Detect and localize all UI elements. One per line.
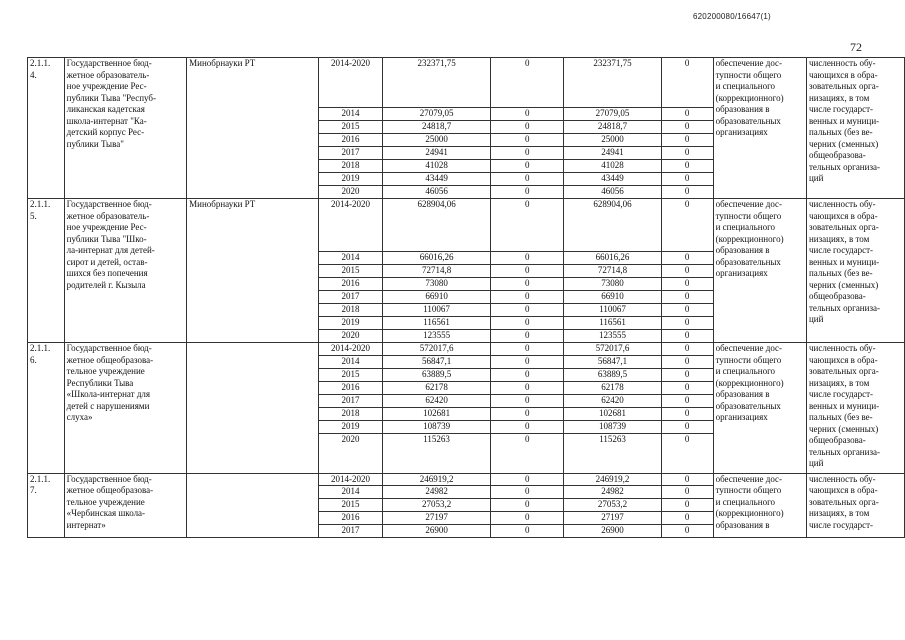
total-amount-cell: 72714,8	[382, 265, 490, 278]
period-cell: 2014	[319, 486, 383, 499]
republic-amount-cell: 63889,5	[564, 368, 661, 381]
goal-description: обеспечение дос- тупности общего и специального (коррекционного) образования в образовательных организациях	[713, 58, 806, 199]
republic-amount-cell: 56847,1	[564, 355, 661, 368]
republic-amount-cell: 232371,75	[564, 58, 661, 108]
republic-amount-cell: 62420	[564, 394, 661, 407]
total-amount-cell: 232371,75	[382, 58, 490, 108]
republic-amount-cell: 24941	[564, 147, 661, 160]
federal-amount-cell: 0	[491, 499, 564, 512]
federal-amount-cell: 0	[491, 407, 564, 420]
period-cell: 2019	[319, 317, 383, 330]
table-row	[28, 199, 905, 252]
federal-amount-cell: 0	[491, 343, 564, 356]
item-code: 2.1.1. 7.	[28, 473, 65, 538]
table-body	[28, 58, 905, 538]
period-cell: 2014-2020	[319, 343, 383, 356]
other-amount-cell: 0	[661, 368, 713, 381]
other-amount-cell: 0	[661, 525, 713, 538]
federal-amount-cell: 0	[491, 368, 564, 381]
indicator-description: численность обу- чающихся в обра- зовательных орга- низациях, в том числе государст- венных и муници- пальных (без ве- черних (сменных) общеобразова- тельных организа- ций	[806, 58, 904, 199]
total-amount-cell: 27053,2	[382, 499, 490, 512]
other-amount-cell: 0	[661, 304, 713, 317]
federal-amount-cell: 0	[491, 420, 564, 433]
period-cell: 2016	[319, 278, 383, 291]
total-amount-cell: 123555	[382, 330, 490, 343]
item-code: 2.1.1. 4.	[28, 58, 65, 199]
total-amount-cell: 25000	[382, 134, 490, 147]
other-amount-cell: 0	[661, 173, 713, 186]
republic-amount-cell: 46056	[564, 186, 661, 199]
other-amount-cell: 0	[661, 420, 713, 433]
period-cell: 2014	[319, 252, 383, 265]
period-cell: 2015	[319, 265, 383, 278]
period-cell: 2014-2020	[319, 199, 383, 252]
organization-name: Государственное бюд- жетное образователь- ное учреждение Рес- публики Тыва "Шко- ла-интернат для детей- сирот и детей, остав- шихся без попечения родителей г. Кызыла	[64, 199, 186, 343]
republic-amount-cell: 66016,26	[564, 252, 661, 265]
total-amount-cell: 24818,7	[382, 121, 490, 134]
total-amount-cell: 116561	[382, 317, 490, 330]
federal-amount-cell: 0	[491, 252, 564, 265]
budget-table	[27, 57, 905, 538]
period-cell: 2014-2020	[319, 58, 383, 108]
other-amount-cell: 0	[661, 512, 713, 525]
other-amount-cell: 0	[661, 134, 713, 147]
republic-amount-cell: 110067	[564, 304, 661, 317]
republic-amount-cell: 628904,06	[564, 199, 661, 252]
total-amount-cell: 26900	[382, 525, 490, 538]
total-amount-cell: 246919,2	[382, 473, 490, 486]
federal-amount-cell: 0	[491, 291, 564, 304]
item-code: 2.1.1. 5.	[28, 199, 65, 343]
goal-description: обеспечение дос- тупности общего и специального (коррекционного) образования в образовательных организациях	[713, 343, 806, 474]
republic-amount-cell: 25000	[564, 134, 661, 147]
federal-amount-cell: 0	[491, 147, 564, 160]
republic-amount-cell: 572017,6	[564, 343, 661, 356]
period-cell: 2020	[319, 186, 383, 199]
total-amount-cell: 628904,06	[382, 199, 490, 252]
item-code: 2.1.1. 6.	[28, 343, 65, 474]
republic-amount-cell: 66910	[564, 291, 661, 304]
period-cell: 2018	[319, 407, 383, 420]
total-amount-cell: 41028	[382, 160, 490, 173]
page-number: 72	[850, 40, 862, 54]
republic-amount-cell: 41028	[564, 160, 661, 173]
federal-amount-cell: 0	[491, 473, 564, 486]
federal-amount-cell: 0	[491, 265, 564, 278]
federal-amount-cell: 0	[491, 199, 564, 252]
table-row	[28, 473, 905, 486]
total-amount-cell: 115263	[382, 433, 490, 473]
federal-amount-cell: 0	[491, 58, 564, 108]
period-cell: 2018	[319, 160, 383, 173]
period-cell: 2017	[319, 291, 383, 304]
period-cell: 2016	[319, 512, 383, 525]
period-cell: 2019	[319, 173, 383, 186]
other-amount-cell: 0	[661, 381, 713, 394]
total-amount-cell: 62178	[382, 381, 490, 394]
total-amount-cell: 24982	[382, 486, 490, 499]
federal-amount-cell: 0	[491, 394, 564, 407]
federal-amount-cell: 0	[491, 160, 564, 173]
indicator-description: численность обу- чающихся в обра- зовательных орга- низациях, в том числе государст-	[806, 473, 904, 538]
other-amount-cell: 0	[661, 147, 713, 160]
republic-amount-cell: 27079,05	[564, 108, 661, 121]
federal-amount-cell: 0	[491, 134, 564, 147]
period-cell: 2020	[319, 433, 383, 473]
republic-amount-cell: 72714,8	[564, 265, 661, 278]
federal-amount-cell: 0	[491, 173, 564, 186]
executor	[187, 343, 319, 474]
federal-amount-cell: 0	[491, 121, 564, 134]
republic-amount-cell: 246919,2	[564, 473, 661, 486]
period-cell: 2016	[319, 134, 383, 147]
period-cell: 2014	[319, 108, 383, 121]
republic-amount-cell: 26900	[564, 525, 661, 538]
republic-amount-cell: 43449	[564, 173, 661, 186]
other-amount-cell: 0	[661, 199, 713, 252]
other-amount-cell: 0	[661, 317, 713, 330]
republic-amount-cell: 102681	[564, 407, 661, 420]
total-amount-cell: 24941	[382, 147, 490, 160]
other-amount-cell: 0	[661, 58, 713, 108]
other-amount-cell: 0	[661, 394, 713, 407]
republic-amount-cell: 24982	[564, 486, 661, 499]
federal-amount-cell: 0	[491, 278, 564, 291]
other-amount-cell: 0	[661, 355, 713, 368]
period-cell: 2016	[319, 381, 383, 394]
federal-amount-cell: 0	[491, 381, 564, 394]
other-amount-cell: 0	[661, 343, 713, 356]
other-amount-cell: 0	[661, 108, 713, 121]
republic-amount-cell: 27053,2	[564, 499, 661, 512]
period-cell: 2017	[319, 525, 383, 538]
period-cell: 2015	[319, 121, 383, 134]
other-amount-cell: 0	[661, 433, 713, 473]
total-amount-cell: 63889,5	[382, 368, 490, 381]
period-cell: 2015	[319, 368, 383, 381]
period-cell: 2015	[319, 499, 383, 512]
republic-amount-cell: 62178	[564, 381, 661, 394]
executor: Минобрнауки РТ	[187, 199, 319, 343]
federal-amount-cell: 0	[491, 330, 564, 343]
indicator-description: численность обу- чающихся в обра- зовательных орга- низациях, в том числе государст- венных и муници- пальных (без ве- черних (сменных) общеобразова- тельных организа- ций	[806, 199, 904, 343]
total-amount-cell: 108739	[382, 420, 490, 433]
total-amount-cell: 62420	[382, 394, 490, 407]
total-amount-cell: 73080	[382, 278, 490, 291]
document-code: 620200080/16647(1)	[693, 12, 771, 21]
executor: Минобрнауки РТ	[187, 58, 319, 199]
other-amount-cell: 0	[661, 486, 713, 499]
total-amount-cell: 56847,1	[382, 355, 490, 368]
federal-amount-cell: 0	[491, 355, 564, 368]
other-amount-cell: 0	[661, 121, 713, 134]
other-amount-cell: 0	[661, 265, 713, 278]
organization-name: Государственное бюд- жетное общеобразова- тельное учреждение «Чербинская школа- интернат»	[64, 473, 186, 538]
federal-amount-cell: 0	[491, 486, 564, 499]
period-cell: 2019	[319, 420, 383, 433]
republic-amount-cell: 27197	[564, 512, 661, 525]
total-amount-cell: 27197	[382, 512, 490, 525]
republic-amount-cell: 108739	[564, 420, 661, 433]
period-cell: 2014	[319, 355, 383, 368]
total-amount-cell: 110067	[382, 304, 490, 317]
republic-amount-cell: 73080	[564, 278, 661, 291]
table-row	[28, 58, 905, 108]
organization-name: Государственное бюд- жетное общеобразова- тельное учреждение Республики Тыва «Школа-интернат для детей с нарушениями слуха»	[64, 343, 186, 474]
other-amount-cell: 0	[661, 473, 713, 486]
other-amount-cell: 0	[661, 407, 713, 420]
goal-description: обеспечение дос- тупности общего и специального (коррекционного) образования в образовательных организациях	[713, 199, 806, 343]
other-amount-cell: 0	[661, 160, 713, 173]
indicator-description: численность обу- чающихся в обра- зовательных орга- низациях, в том числе государст- венных и муници- пальных (без ве- черних (сменных) общеобразова- тельных организа- ций	[806, 343, 904, 474]
federal-amount-cell: 0	[491, 186, 564, 199]
period-cell: 2014-2020	[319, 473, 383, 486]
republic-amount-cell: 123555	[564, 330, 661, 343]
other-amount-cell: 0	[661, 252, 713, 265]
organization-name: Государственное бюд- жетное образователь- ное учреждение Рес- публики Тыва "Респуб- ликанская кадетская школа-интернат "Ка- детский корпус Рес- публики Тыва"	[64, 58, 186, 199]
total-amount-cell: 102681	[382, 407, 490, 420]
federal-amount-cell: 0	[491, 512, 564, 525]
period-cell: 2017	[319, 147, 383, 160]
table-row	[28, 343, 905, 356]
federal-amount-cell: 0	[491, 433, 564, 473]
total-amount-cell: 43449	[382, 173, 490, 186]
other-amount-cell: 0	[661, 186, 713, 199]
federal-amount-cell: 0	[491, 525, 564, 538]
total-amount-cell: 572017,6	[382, 343, 490, 356]
period-cell: 2020	[319, 330, 383, 343]
total-amount-cell: 46056	[382, 186, 490, 199]
total-amount-cell: 66910	[382, 291, 490, 304]
republic-amount-cell: 115263	[564, 433, 661, 473]
other-amount-cell: 0	[661, 291, 713, 304]
other-amount-cell: 0	[661, 330, 713, 343]
republic-amount-cell: 24818,7	[564, 121, 661, 134]
federal-amount-cell: 0	[491, 108, 564, 121]
republic-amount-cell: 116561	[564, 317, 661, 330]
other-amount-cell: 0	[661, 278, 713, 291]
federal-amount-cell: 0	[491, 304, 564, 317]
total-amount-cell: 27079,05	[382, 108, 490, 121]
goal-description: обеспечение дос- тупности общего и специального (коррекционного) образования в	[713, 473, 806, 538]
executor	[187, 473, 319, 538]
other-amount-cell: 0	[661, 499, 713, 512]
total-amount-cell: 66016,26	[382, 252, 490, 265]
federal-amount-cell: 0	[491, 317, 564, 330]
period-cell: 2018	[319, 304, 383, 317]
period-cell: 2017	[319, 394, 383, 407]
